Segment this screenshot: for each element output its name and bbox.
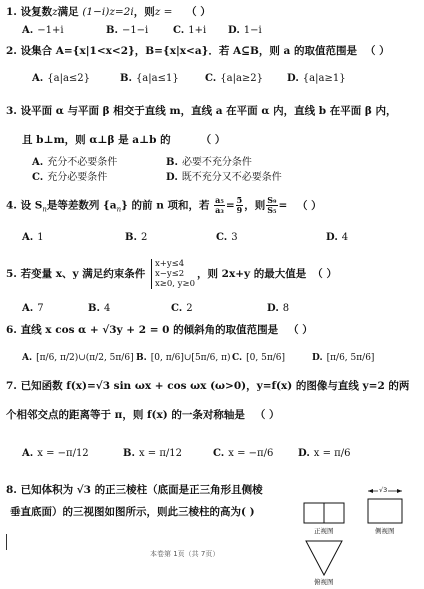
q3-option-d[interactable]: D. 既不充分又不必要条件 <box>166 172 282 183</box>
q1-option-b[interactable]: B. −1−i <box>106 25 149 36</box>
q8-stem-line2: 垂直底面）的三视图如图所示，则此三棱柱的高为( ) <box>10 506 255 518</box>
q1-option-a[interactable]: A. −1+i <box>22 25 64 36</box>
q7-option-c[interactable]: C. x = −π/6 <box>213 448 274 459</box>
page-footer: 本卷第 1页（共 7页） <box>150 550 220 558</box>
q3-option-b[interactable]: B. 必要不充分条件 <box>166 157 252 168</box>
q3-option-a[interactable]: A. 充分不必要条件 <box>32 157 118 168</box>
q7-stem-line1: 7. 已知函数 f(x)=√3 sin ωx + cos ωx (ω>0)，y=f(x) 的图像与直线 y=2 的两 <box>6 380 410 392</box>
dimension-label: √3 <box>379 486 388 494</box>
q7-option-a[interactable]: A. x = −π/12 <box>22 448 89 459</box>
q5-option-c[interactable]: C. 2 <box>171 303 193 314</box>
side-view-label: 侧视图 <box>375 527 395 535</box>
q8-three-view-figure <box>300 483 422 587</box>
q4-option-d[interactable]: D. 4 <box>326 232 349 243</box>
q4-option-b[interactable]: B. 2 <box>125 232 148 243</box>
q6-option-c[interactable]: C. [0, 5π/6] <box>232 353 286 363</box>
q4-fraction-a5-a3: $\frac{\text{a₅}}{\text{a₃}}$ <box>215 195 224 215</box>
q3-option-c[interactable]: C. 充分必要条件 <box>32 172 108 183</box>
q3-stem-line1: 3. 设平面 α 与平面 β 相交于直线 m，直线 a 在平面 α 内，直线 b 在平面 β 内， <box>6 105 397 117</box>
top-view-triangle <box>306 541 342 575</box>
q2-stem: 2. 设集合 A={x|1<x<2}，B={x|x<a}．若 A⊆B，则 a 的取值范围是 （ ） <box>6 45 390 57</box>
side-view-rect <box>368 499 402 523</box>
q2-option-b[interactable]: B. {a|a≤1} <box>120 73 179 84</box>
q1-option-d[interactable]: D. 1−i <box>228 25 262 36</box>
q8-stem-line1: 8. 已知体积为 √3 的正三棱柱（底面是正三角形且侧棱 <box>6 484 263 496</box>
q2-option-a[interactable]: A. {a|a≤2} <box>32 73 91 84</box>
q7-option-b[interactable]: B. x = π/12 <box>123 448 182 459</box>
q6-option-b[interactable]: B. [0, π/6]∪[5π/6, π) <box>136 353 231 363</box>
q4-fraction-s9-s5: $\frac{\text{S₉}}{\text{S₅}}$ <box>267 195 277 215</box>
q5-option-d[interactable]: D. 8 <box>267 303 290 314</box>
q5-option-a[interactable]: A. 7 <box>22 303 44 314</box>
q1-option-c[interactable]: C. 1+i <box>173 25 207 36</box>
q4-stem: 4. 设 $S_n$是等差数列 $\{a_n\}$ 的前 n 项和，若 $\frac{\text{a₅}}{\text{a₃}}$ = $\frac{5}{9}$ ，则 $\frac{\text{S₉}}{\text{S₅}}$ = （ ） <box>6 195 322 215</box>
q4-option-a[interactable]: A. 1 <box>22 232 44 243</box>
dimension-arrow-right <box>397 489 402 493</box>
q2-option-d[interactable]: D. {a|a≥1} <box>287 73 346 84</box>
top-view-label: 俯视图 <box>314 578 334 586</box>
q5-constraint-system: x+y≤4 x−y≤2 x≥0, y≥0 <box>151 259 195 289</box>
q7-option-d[interactable]: D. x = π/6 <box>298 448 351 459</box>
q6-option-a[interactable]: A. [π/6, π/2)∪(π/2, 5π/6] <box>22 353 134 363</box>
q6-option-d[interactable]: D. [π/6, 5π/6] <box>312 353 375 363</box>
q1-stem: 1. 设复数z满足 (1−i)z=2i，则z = （ ） <box>6 6 211 18</box>
q4-option-c[interactable]: C. 3 <box>216 232 238 243</box>
q5-option-b[interactable]: B. 4 <box>88 303 111 314</box>
q6-stem: 6. 直线 x cos α + √3y + 2 = 0 的倾斜角的取值范围是 （ ） <box>6 324 313 336</box>
q3-stem-line2: 且 b⊥m，则 α⊥β 是 a⊥b 的 （ ） <box>22 134 226 146</box>
front-view-label: 正视图 <box>314 527 334 535</box>
q5-stem: 5. 若变量 x、y 满足约束条件 x+y≤4 x−y≤2 x≥0, y≥0 ，则 2x+y 的最大值是 （ ） <box>6 259 337 289</box>
dimension-arrow-left <box>368 489 373 493</box>
q7-stem-line2: 个相邻交点的距离等于 π，则 f(x) 的一条对称轴是 （ ） <box>6 409 280 421</box>
q4-fraction-5-9: $\frac{5}{9}$ <box>236 195 243 215</box>
margin-mark <box>6 534 7 550</box>
q2-option-c[interactable]: C. {a|a≥2} <box>205 73 264 84</box>
